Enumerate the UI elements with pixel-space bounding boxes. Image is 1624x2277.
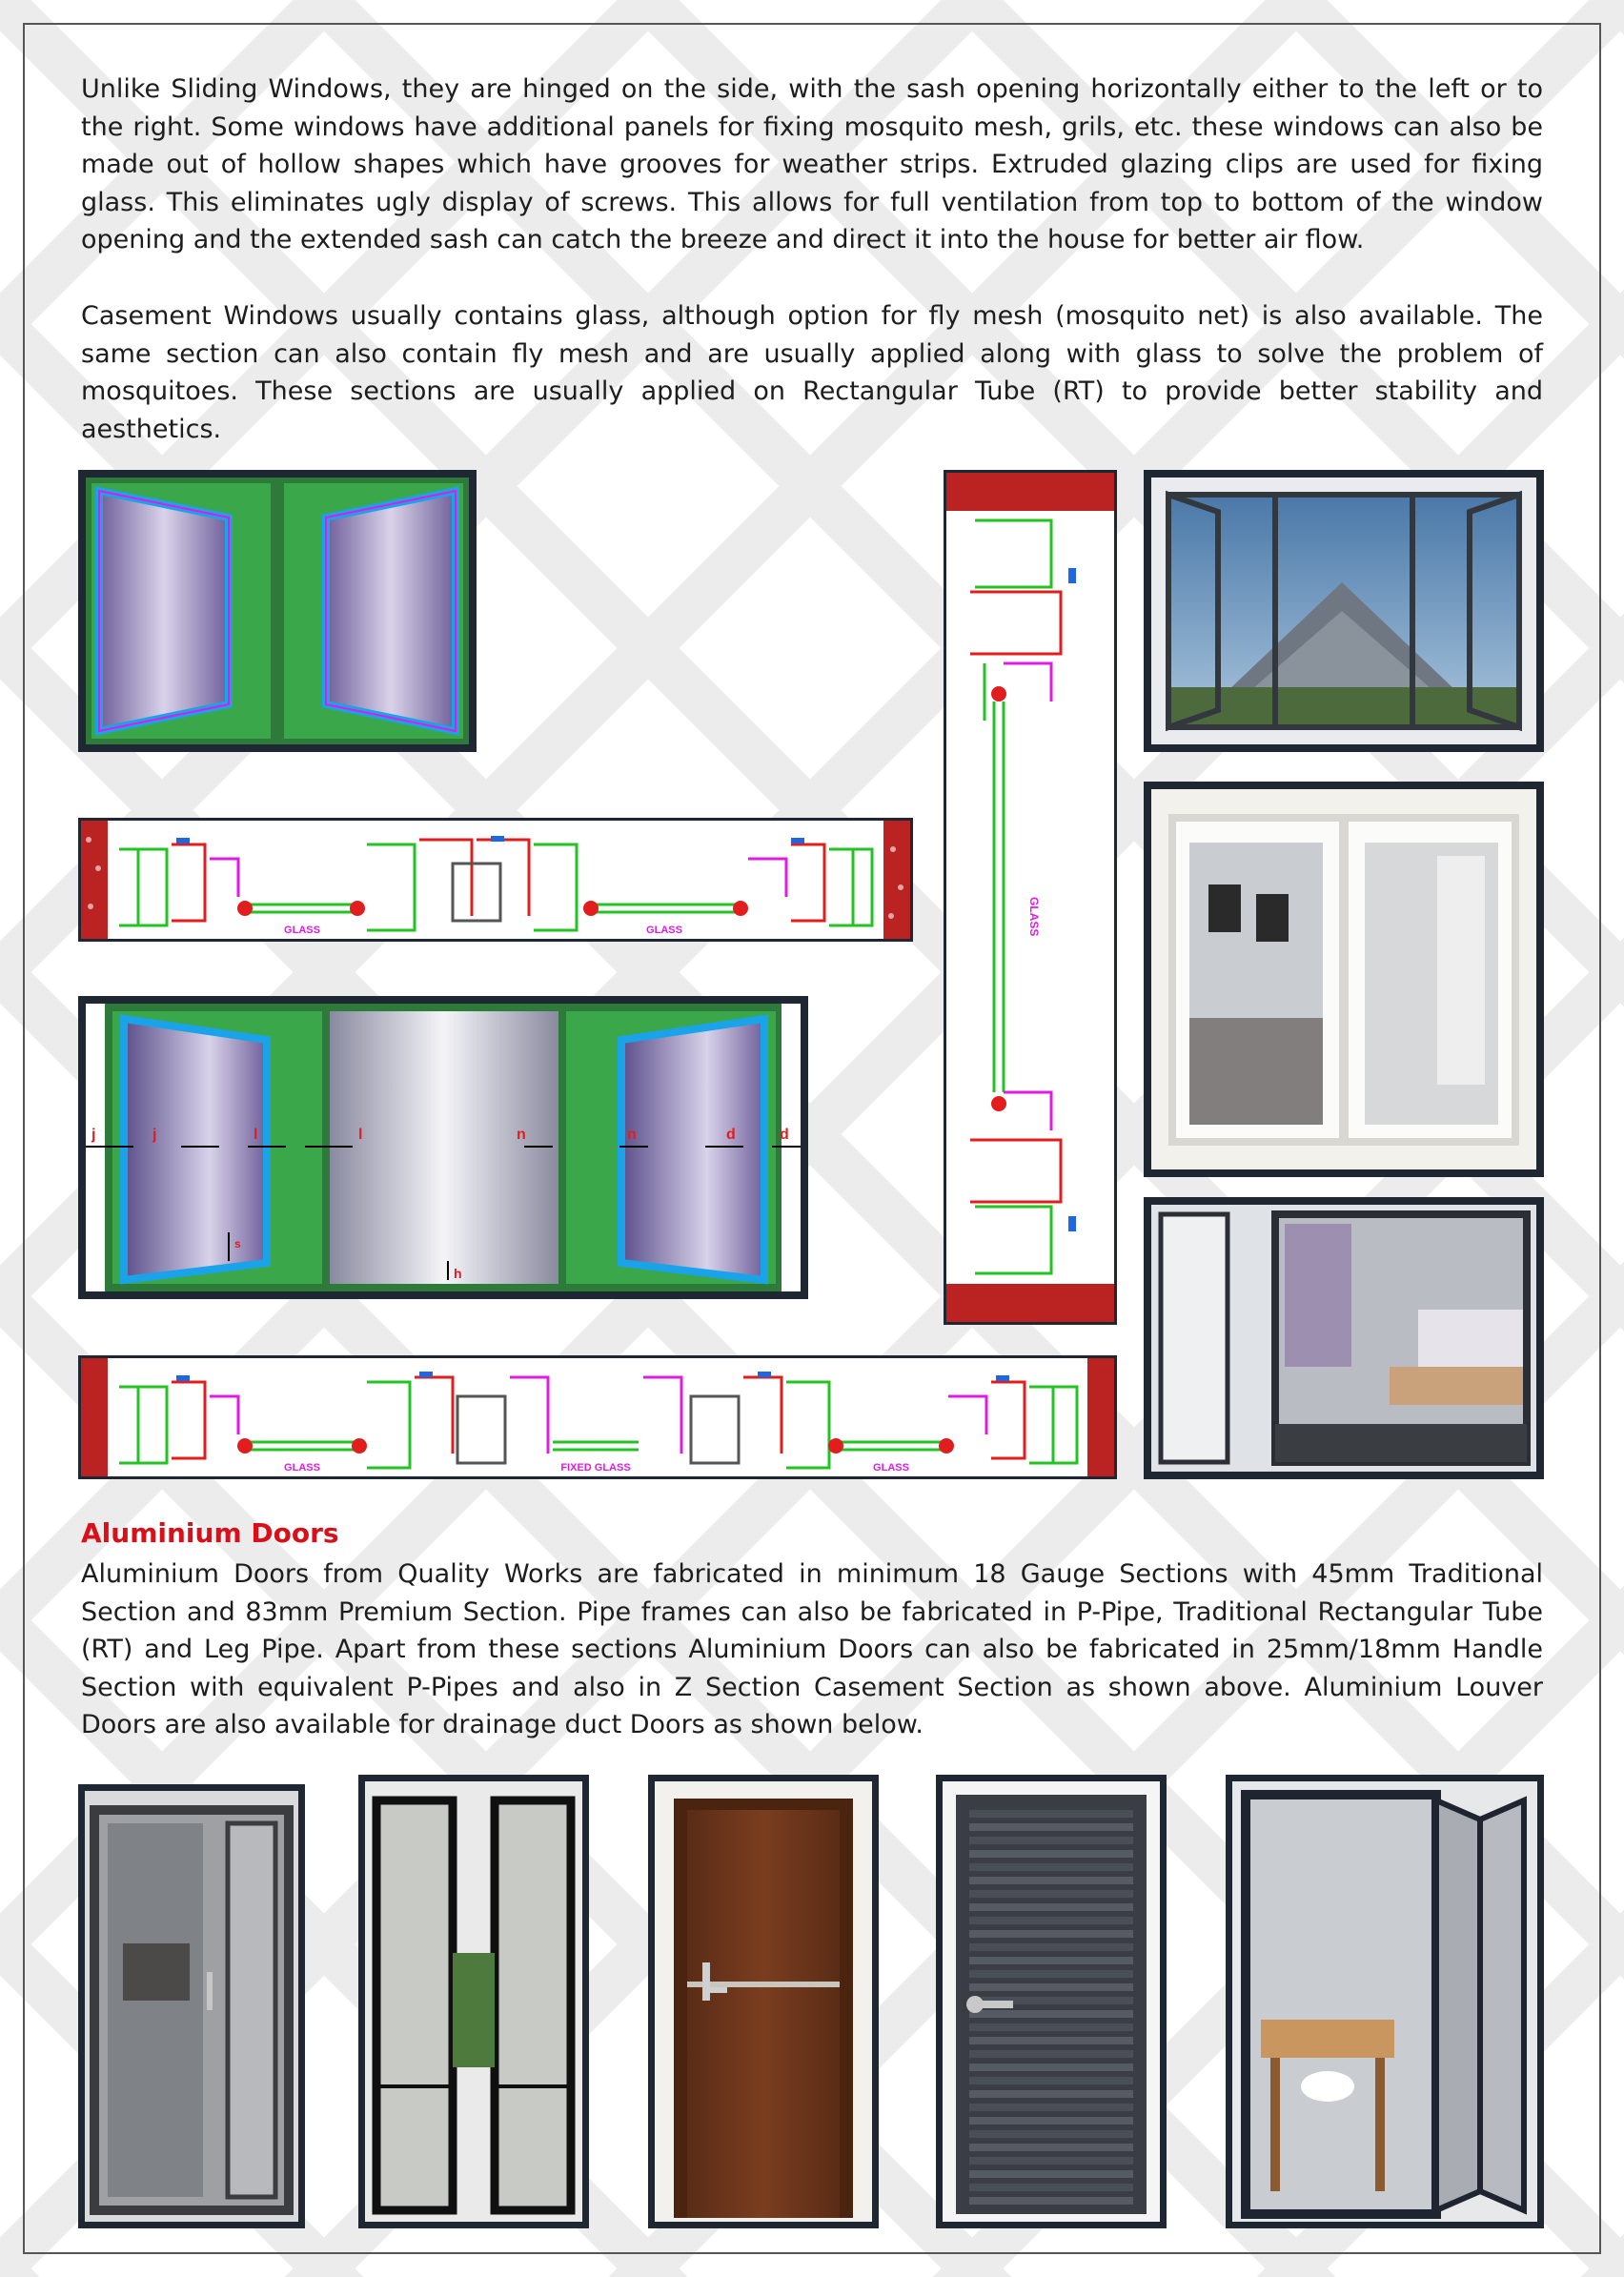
photo-casement-window-roof-view <box>1144 470 1544 752</box>
fixed-glass-label: FIXED GLASS <box>560 1462 631 1474</box>
photo-wooden-finish-door <box>648 1775 879 2228</box>
louver-slat <box>969 1810 1133 1818</box>
louver-slat <box>969 2130 1133 2138</box>
louver-slat <box>969 1877 1133 1884</box>
glass-label: GLASS <box>284 1462 320 1474</box>
photo-aluminium-glass-door-2 <box>358 1775 589 2228</box>
louver-slat <box>969 1917 1133 1924</box>
glass-label: GLASS <box>284 925 320 936</box>
photo-aluminium-louver-door <box>936 1775 1167 2228</box>
section-heading-aluminium-doors: Aluminium Doors <box>81 1517 339 1549</box>
louver-slat <box>969 1903 1133 1911</box>
photo-dark-casement-window-interior <box>1144 1197 1544 1479</box>
dim-label-l: l <box>254 1127 258 1143</box>
louver-slat <box>969 1957 1133 1964</box>
glass-label: GLASS <box>1027 897 1041 937</box>
louver-slat <box>969 2157 1133 2165</box>
louver-slat <box>969 2104 1133 2111</box>
photo-white-casement-window <box>1144 782 1544 1177</box>
dim-label-j: j <box>91 1127 96 1143</box>
doors-paragraph: Aluminium Doors from Quality Works are fabricated in minimum 18 Gauge Sections with 45mm Traditional Section and 83mm Premium Section. Pipe frames can also be fabricated in P-Pipe, Traditional Rectangular Tube (RT) and Leg Pipe. Apart from these sections Aluminium Doors can also be fabricated in 25mm/18mm Handle Section with equivalent P-Pipes and also in Z Section Casement Section as shown above. Aluminium Louver Doors are also available for drainage duct Doors as shown below. <box>81 1559 1543 1739</box>
dim-label-h: h <box>454 1266 462 1281</box>
louver-slat <box>969 1890 1133 1898</box>
louver-slat <box>969 2037 1133 2044</box>
dim-label-d: d <box>726 1127 736 1143</box>
louver-slat <box>969 2184 1133 2191</box>
glass-label: GLASS <box>873 1462 909 1474</box>
louver-slat <box>969 2117 1133 2125</box>
louver-slat <box>969 1823 1133 1831</box>
louver-slat <box>969 2144 1133 2151</box>
photo-folding-aluminium-door <box>1226 1775 1544 2228</box>
louver-slat <box>969 2077 1133 2084</box>
intro-paragraph-2: Casement Windows usually contains glass, although option for fly mesh (mosquito net) is also available. The same section can also contain fly mesh and are usually applied along with glass to solve the problem of mosquitoes. These sections are usually applied on Rectangular Tube (RT) to provide better stability and aesthetics. <box>81 301 1543 444</box>
louver-slat <box>969 2064 1133 2071</box>
dim-label-n: n <box>517 1127 526 1143</box>
louver-slat <box>969 1930 1133 1938</box>
louver-slat <box>969 1970 1133 1978</box>
intro-paragraph-1: Unlike Sliding Windows, they are hinged on the side, with the sash opening horizontally either to the left or to the right. Some windows have additional panels for fixing mosquito mesh, grils, etc. these windows can also be made out of hollow shapes which have grooves for weather strips. Extruded glazing clips are used for fixing glass. This eliminates ugly display of screws. This allows for full ventilation from top to bottom of the window opening and the extended sash can catch the breeze and direct it into the house for better air flow. <box>81 74 1543 254</box>
section-drawing-vertical <box>944 470 1117 1325</box>
section-drawing-two-glass <box>78 818 913 942</box>
louver-slat <box>969 1850 1133 1858</box>
louver-slat <box>969 2090 1133 2098</box>
casement-elevation-two-sash <box>78 470 477 752</box>
dim-label-j: j <box>152 1127 157 1143</box>
louver-slat <box>969 2023 1133 2031</box>
photo-aluminium-glass-door-1 <box>78 1784 305 2228</box>
louver-slat <box>969 1837 1133 1844</box>
louver-slat <box>969 2010 1133 2018</box>
louver-slat <box>969 1943 1133 1951</box>
louver-slat <box>969 2197 1133 2205</box>
dim-label-s: s <box>234 1237 241 1250</box>
dim-label-n: n <box>627 1127 637 1143</box>
louver-slat <box>969 1863 1133 1871</box>
glass-label: GLASS <box>646 925 682 936</box>
casement-elevation-three-panel <box>78 996 808 1299</box>
louver-slat <box>969 2050 1133 2058</box>
louver-slat <box>969 2170 1133 2178</box>
dim-label-l: l <box>358 1127 363 1143</box>
dim-label-d: d <box>780 1127 789 1143</box>
section-drawing-fixed-glass <box>78 1355 1117 1479</box>
louver-slat <box>969 1983 1133 1991</box>
